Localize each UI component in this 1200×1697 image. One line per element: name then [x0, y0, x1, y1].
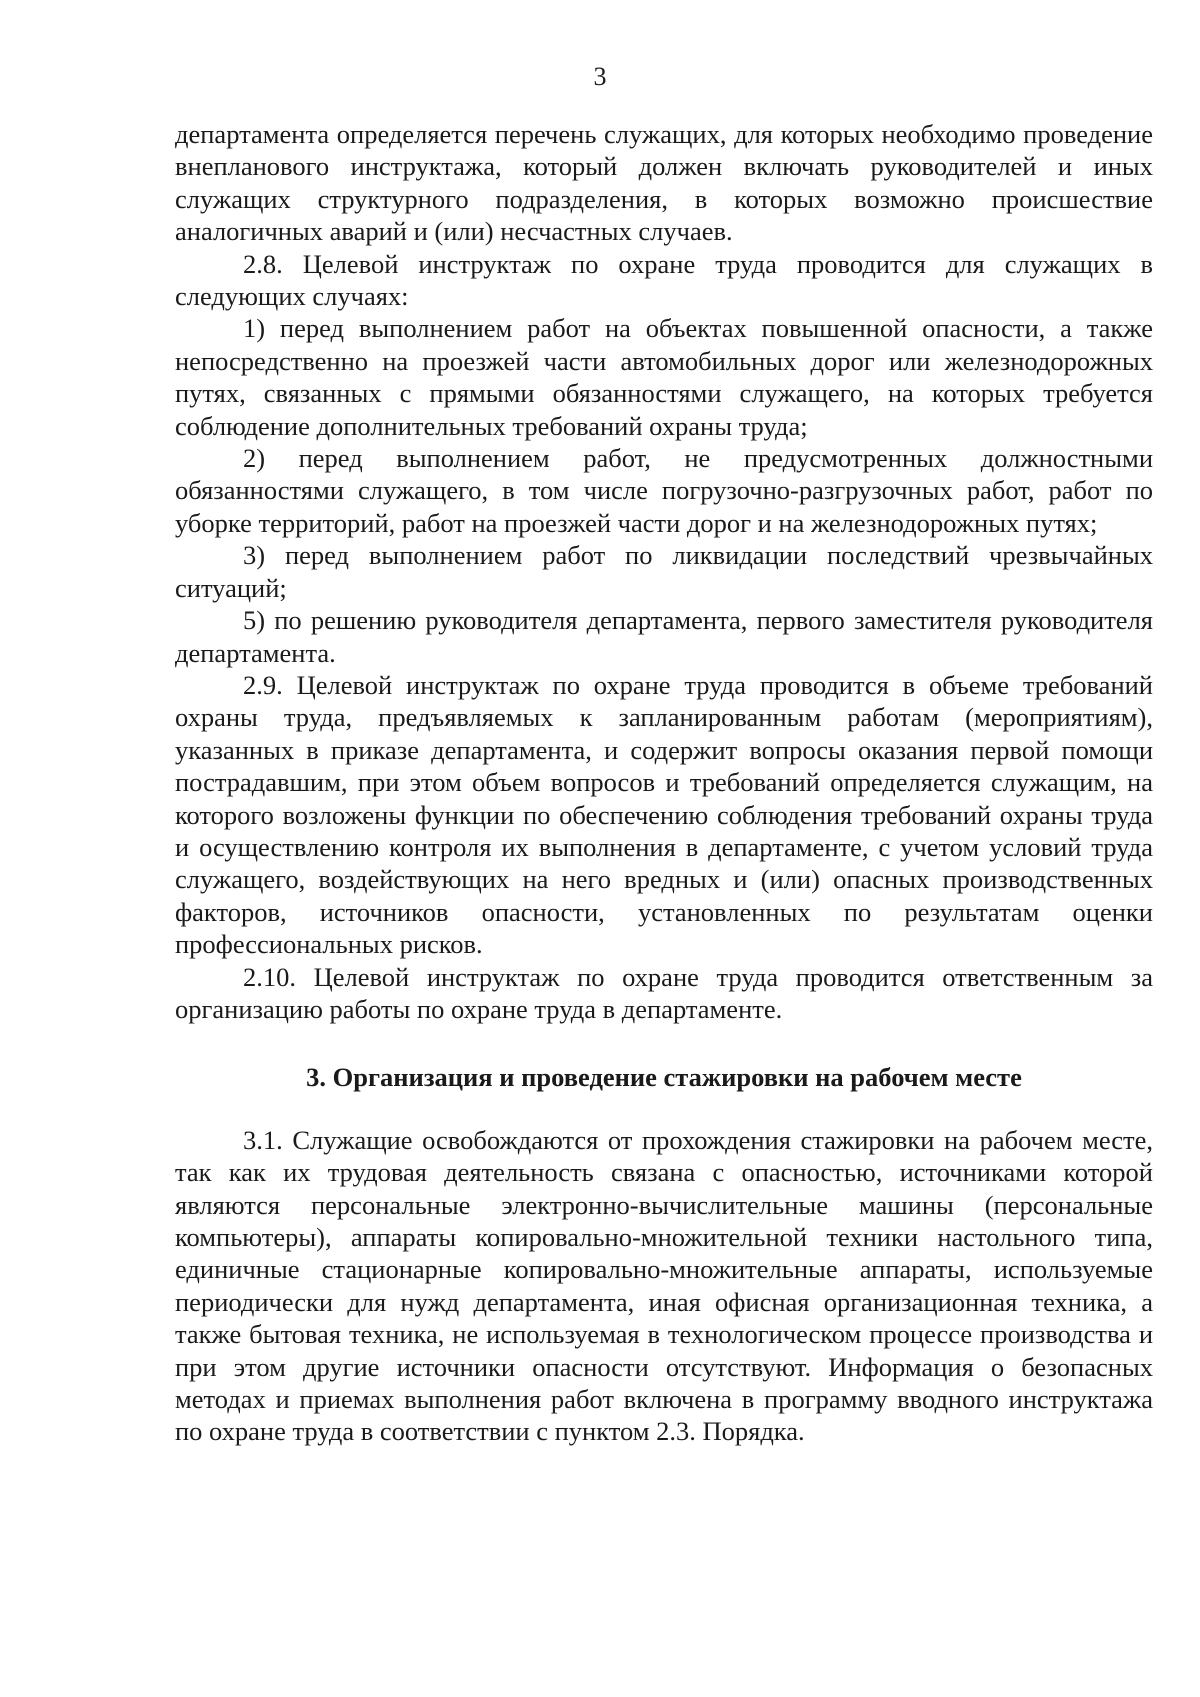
section-heading-3: 3. Организация и проведение стажировки на рабочем месте [306, 1062, 1022, 1093]
list-item-5: 5) по решению руководителя департамента, первого заместителя руководителя департамента. [175, 605, 1153, 668]
paragraph-2-9: 2.9. Целевой инструктаж по охране труда проводится в объеме требований охраны труда, предъявляемых к запланированным работам (мероприятиям), указанных в приказе департамента, и содержит вопросы оказания первой помощи пострадавшим, при этом объем вопросов и требований определяется служащим, на которого возложены функции по обеспечению соблюдения требований охраны труда и осуществлению контроля их выполнения в департаменте, с учетом условий труда служащего, воздействующих на него вредных и (или) опасных производственных факторов, источников опасности, установленных по результатам оценки профессиональных рисков. [175, 669, 1153, 960]
page-number: 3 [593, 62, 607, 91]
list-item-1: 1) перед выполнением работ на объектах повышенной опасности, а также непосредственно на проезжей части автомобильных дорог или железнодорожных путях, связанных с прямыми обязанностями служащего, на которых требуется соблюдение дополнительных требований охраны труда; [175, 313, 1153, 441]
list-item-2: 2) перед выполнением работ, не предусмотренных должностными обязанностями служащего, в том числе погрузочно-разгрузочных работ, работ по уборке территорий, работ на проезжей части дорог и на железнодорожных путях; [175, 443, 1153, 538]
list-item-3: 3) перед выполнением работ по ликвидации последствий чрезвычайных ситуаций; [175, 540, 1153, 603]
paragraph-2-8: 2.8. Целевой инструктаж по охране труда проводится для служащих в следующих случаях: [175, 248, 1153, 312]
paragraph-3-1: 3.1. Служащие освобождаются от прохождения стажировки на рабочем месте, так как их трудовая деятельность связана с опасностью, источниками которой являются персональные электронно-вычислительные машины (персональные компьютеры), аппараты копировально-множительной техники настольного типа, единичные стационарные копировально-множительные аппараты, используемые периодически для нужд департамента, иная офисная организационная техника, а также бытовая техника, не используемая в технологическом процессе производства и при этом другие источники опасности отсутствуют. Информация о безопасных методах и приемах выполнения работ включена в программу вводного инструктажа по охране труда в соответствии с пунктом 2.3. Порядка. [175, 1124, 1153, 1447]
paragraph-2-10: 2.10. Целевой инструктаж по охране труда проводится ответственным за организацию работы по охране труда в департаменте. [175, 961, 1153, 1024]
document-body [175, 118, 1153, 1448]
paragraph-continuation: департамента определяется перечень служащих, для которых необходимо проведение внепланового инструктажа, который должен включать руководителей и иных служащих структурного подразделения, в которых возможно происшествие аналогичных аварий и (или) несчастных случаев. [175, 119, 1153, 247]
